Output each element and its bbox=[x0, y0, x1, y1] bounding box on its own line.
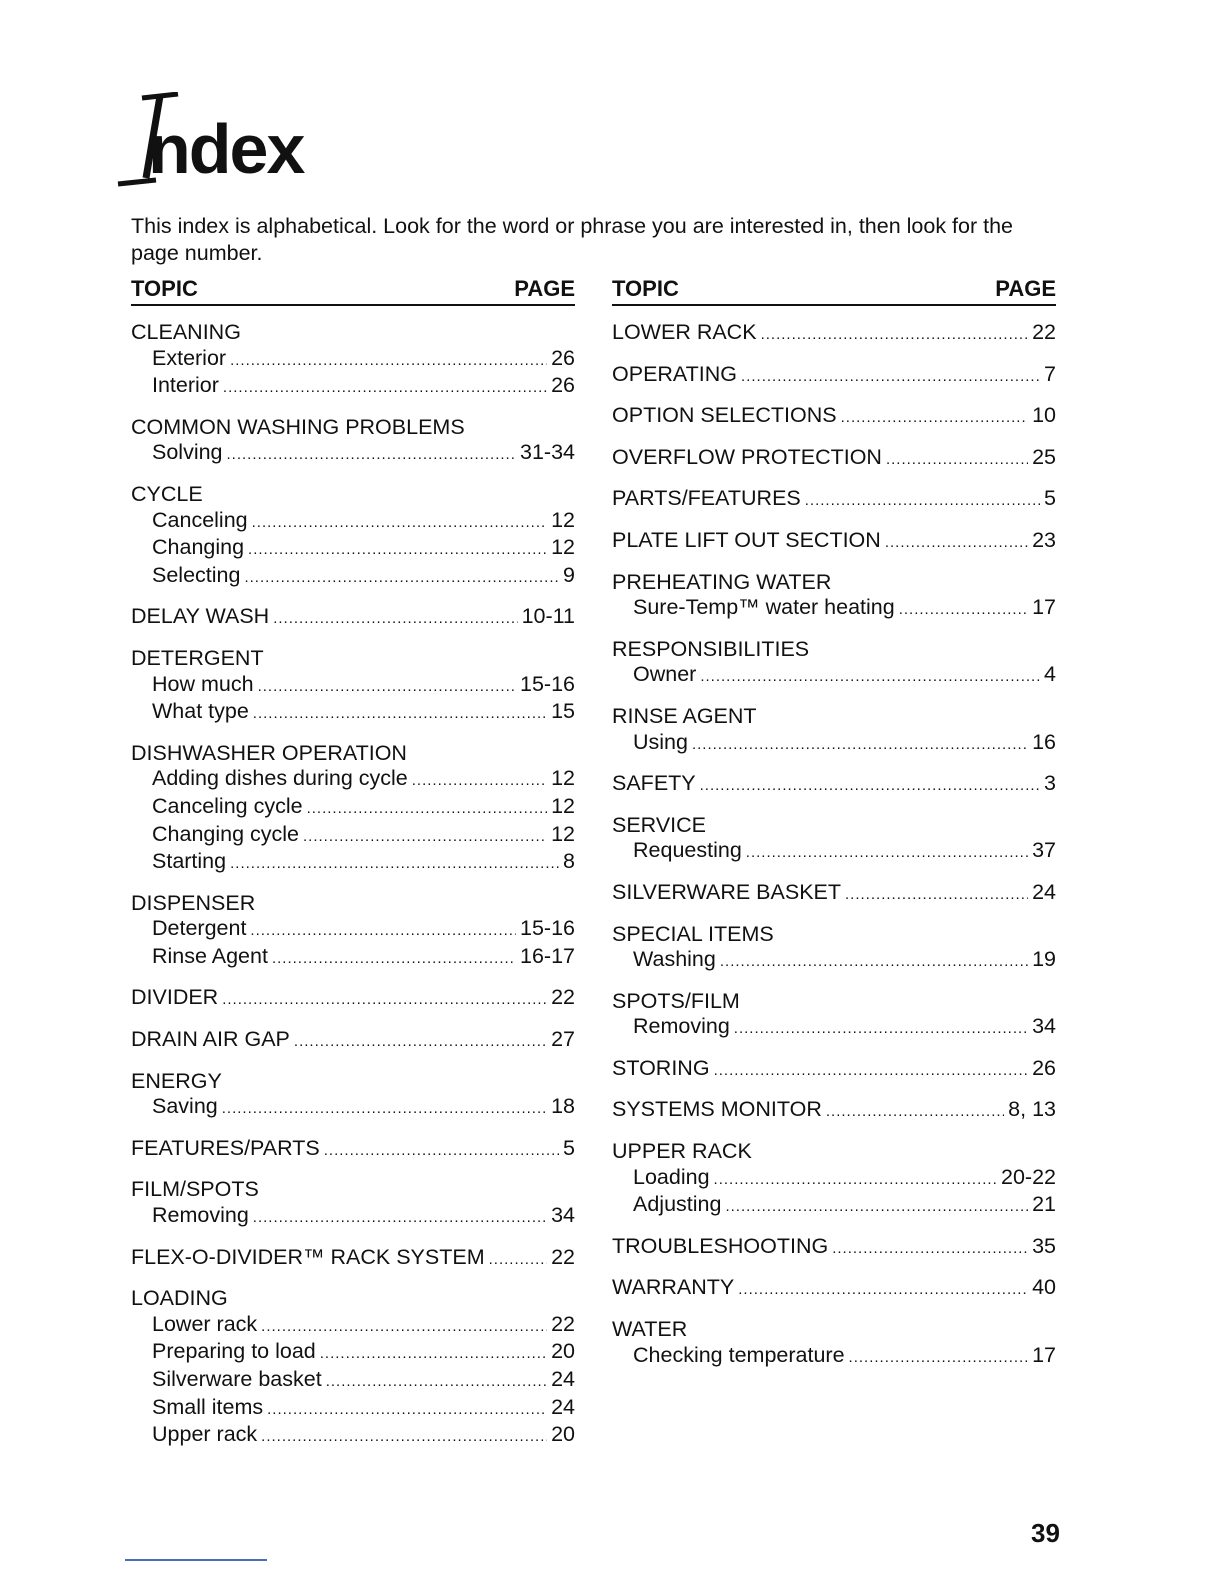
dot-leader bbox=[230, 348, 547, 374]
index-topic-row bbox=[612, 528, 1056, 556]
index-subtopic-row bbox=[131, 944, 575, 972]
dot-leader bbox=[714, 1167, 997, 1193]
dot-leader bbox=[261, 1314, 547, 1340]
subtopic-label: Small items bbox=[152, 1394, 264, 1419]
index-subtopic-row bbox=[131, 1422, 575, 1450]
subtopic-label: Preparing to load bbox=[152, 1339, 316, 1364]
page-ref: 4 bbox=[1044, 662, 1056, 687]
subtopic-label: Silverware basket bbox=[152, 1367, 322, 1391]
index-topic-row bbox=[612, 1097, 1056, 1125]
index-subtopic-row bbox=[612, 662, 1056, 690]
topic-label: STORING bbox=[612, 1055, 710, 1080]
dot-leader bbox=[746, 840, 1028, 866]
topic-label: CYCLE bbox=[131, 481, 203, 506]
index-subtopic-row bbox=[131, 1339, 575, 1367]
index-subtopic-row bbox=[131, 373, 575, 401]
dot-leader bbox=[252, 510, 547, 536]
dot-leader bbox=[248, 537, 547, 563]
index-entry bbox=[612, 989, 1056, 1042]
page-ref: 3 bbox=[1044, 771, 1056, 796]
index-subtopic-row bbox=[612, 838, 1056, 866]
index-topic-row bbox=[612, 1234, 1056, 1262]
page-ref: 18 bbox=[551, 1094, 575, 1119]
index-topic-row bbox=[612, 771, 1056, 799]
index-subtopic-row bbox=[131, 1367, 575, 1395]
index-subtopic-row bbox=[131, 699, 575, 727]
page-title-text: ndex bbox=[148, 110, 304, 188]
dot-leader bbox=[326, 1369, 547, 1395]
page-ref: 15-16 bbox=[520, 916, 575, 941]
index-topic-row bbox=[612, 637, 1056, 663]
index-topic-row bbox=[612, 445, 1056, 473]
index-entry bbox=[131, 985, 575, 1013]
index-subtopic-row bbox=[612, 1192, 1056, 1220]
topic-label: SILVERWARE BASKET bbox=[612, 879, 842, 904]
page-ref: 5 bbox=[1044, 486, 1056, 511]
page-ref: 34 bbox=[1032, 1014, 1056, 1039]
index-subtopic-row bbox=[612, 595, 1056, 623]
topic-label: SERVICE bbox=[612, 812, 706, 837]
page-header: PAGE bbox=[514, 276, 575, 301]
index-entry bbox=[131, 482, 575, 590]
dot-leader bbox=[899, 597, 1028, 623]
index-topic-row bbox=[612, 1317, 1056, 1343]
page-ref: 24 bbox=[1032, 879, 1056, 904]
dot-leader bbox=[700, 773, 1040, 799]
dot-leader bbox=[845, 882, 1028, 908]
topic-label: OPERATING bbox=[612, 361, 738, 386]
page-ref: 5 bbox=[563, 1135, 575, 1160]
index-topic-row bbox=[131, 415, 575, 441]
dot-leader bbox=[253, 1205, 547, 1231]
index-entry bbox=[612, 1234, 1056, 1262]
page-ref: 37 bbox=[1032, 838, 1056, 863]
index-topic-row bbox=[612, 1275, 1056, 1303]
topic-label: CLEANING bbox=[131, 320, 241, 344]
dot-leader bbox=[267, 1397, 547, 1423]
page-ref: 35 bbox=[1032, 1233, 1056, 1258]
page-ref: 12 bbox=[551, 507, 575, 532]
topic-label: TROUBLESHOOTING bbox=[612, 1233, 829, 1258]
topic-label: SYSTEMS MONITOR bbox=[612, 1097, 822, 1122]
dot-leader bbox=[222, 987, 547, 1013]
index-entry bbox=[612, 880, 1056, 908]
index-topic-row bbox=[131, 985, 575, 1013]
index-entry bbox=[131, 891, 575, 972]
index-topic-row bbox=[131, 1245, 575, 1273]
subtopic-label: Sure-Temp™ water heating bbox=[633, 595, 895, 620]
index-entry bbox=[131, 1286, 575, 1450]
index-entry bbox=[131, 320, 575, 401]
page-ref: 22 bbox=[551, 1311, 575, 1336]
dot-leader bbox=[294, 1029, 547, 1055]
dot-leader bbox=[885, 530, 1028, 556]
page-ref: 8 bbox=[563, 849, 575, 874]
dot-leader bbox=[412, 768, 547, 794]
subtopic-label: Removing bbox=[633, 1014, 730, 1039]
topic-label: RINSE AGENT bbox=[612, 703, 757, 728]
subtopic-label: Upper rack bbox=[152, 1422, 258, 1447]
page-ref: 10 bbox=[1032, 403, 1056, 428]
dot-leader bbox=[700, 664, 1040, 690]
topic-label: SPECIAL ITEMS bbox=[612, 921, 774, 946]
dot-leader bbox=[841, 405, 1028, 431]
page-ref: 24 bbox=[551, 1394, 575, 1419]
index-entry bbox=[131, 1245, 575, 1273]
dot-leader bbox=[761, 322, 1029, 348]
page-ref: 22 bbox=[1032, 320, 1056, 344]
topic-label: DIVIDER bbox=[131, 985, 219, 1010]
page-ref: 27 bbox=[551, 1027, 575, 1052]
index-entries-left bbox=[131, 320, 575, 1450]
subtopic-label: Rinse Agent bbox=[152, 943, 268, 968]
index-topic-row bbox=[612, 570, 1056, 596]
topic-label: LOWER RACK bbox=[612, 320, 757, 344]
dot-leader bbox=[805, 488, 1040, 514]
index-entry bbox=[612, 486, 1056, 514]
page-ref: 12 bbox=[551, 793, 575, 818]
subtopic-label: Canceling bbox=[152, 507, 248, 532]
subtopic-label: Selecting bbox=[152, 562, 241, 587]
subtopic-label: Adding dishes during cycle bbox=[152, 766, 408, 791]
page-ref: 17 bbox=[1032, 1342, 1056, 1367]
subtopic-label: What type bbox=[152, 699, 249, 724]
dot-leader bbox=[324, 1138, 559, 1164]
index-topic-row bbox=[612, 1056, 1056, 1084]
index-column-left bbox=[131, 276, 575, 1450]
index-topic-row bbox=[612, 320, 1056, 348]
index-entry bbox=[612, 771, 1056, 799]
index-subtopic-row bbox=[612, 1165, 1056, 1193]
topic-label: DETERGENT bbox=[131, 645, 264, 670]
subtopic-label: Owner bbox=[633, 662, 697, 687]
page-ref: 20-22 bbox=[1001, 1164, 1056, 1189]
index-topic-row bbox=[131, 741, 575, 767]
dot-leader bbox=[253, 701, 547, 727]
topic-label: UPPER RACK bbox=[612, 1139, 752, 1164]
index-topic-row bbox=[612, 486, 1056, 514]
dot-leader bbox=[272, 946, 516, 972]
index-column-right bbox=[612, 276, 1056, 1370]
dot-leader bbox=[227, 442, 516, 468]
index-entry bbox=[612, 1275, 1056, 1303]
column-header bbox=[612, 276, 1056, 306]
subtopic-label: Loading bbox=[633, 1164, 710, 1189]
dot-leader bbox=[230, 851, 559, 877]
index-subtopic-row bbox=[131, 916, 575, 944]
index-entry bbox=[131, 741, 575, 877]
dot-leader bbox=[244, 565, 559, 591]
dot-leader bbox=[489, 1247, 547, 1273]
dot-leader bbox=[738, 1277, 1028, 1303]
topic-label: DISHWASHER OPERATION bbox=[131, 740, 407, 765]
topic-label: FLEX-O-DIVIDER™ RACK SYSTEM bbox=[131, 1244, 485, 1269]
topic-label: SAFETY bbox=[612, 771, 696, 796]
dot-leader bbox=[303, 824, 547, 850]
page-ref: 24 bbox=[551, 1367, 575, 1391]
dot-leader bbox=[692, 732, 1028, 758]
index-entry bbox=[131, 1136, 575, 1164]
topic-label: PREHEATING WATER bbox=[612, 569, 832, 594]
dot-leader bbox=[320, 1341, 547, 1367]
index-subtopic-row bbox=[612, 1343, 1056, 1371]
index-topic-row bbox=[131, 1069, 575, 1095]
index-topic-row bbox=[612, 922, 1056, 948]
index-subtopic-row bbox=[131, 440, 575, 468]
page-ref: 21 bbox=[1032, 1192, 1056, 1217]
topic-label: FEATURES/PARTS bbox=[131, 1135, 320, 1160]
index-topic-row bbox=[612, 813, 1056, 839]
index-entry bbox=[612, 403, 1056, 431]
topic-label: FILM/SPOTS bbox=[131, 1177, 259, 1202]
index-topic-row bbox=[612, 880, 1056, 908]
page-ref: 34 bbox=[551, 1203, 575, 1228]
column-header bbox=[131, 276, 575, 306]
index-topic-row bbox=[612, 403, 1056, 431]
index-subtopic-row bbox=[131, 794, 575, 822]
page-ref: 26 bbox=[551, 345, 575, 370]
dot-leader bbox=[273, 606, 517, 632]
index-subtopic-row bbox=[131, 1312, 575, 1340]
index-entry bbox=[612, 1317, 1056, 1370]
index-entry bbox=[131, 1177, 575, 1230]
page-ref: 15-16 bbox=[520, 671, 575, 696]
dot-leader bbox=[826, 1099, 1004, 1125]
index-topic-row bbox=[131, 604, 575, 632]
index-topic-row bbox=[131, 646, 575, 672]
subtopic-label: Changing cycle bbox=[152, 821, 300, 846]
page-ref: 12 bbox=[551, 766, 575, 791]
dot-leader bbox=[734, 1016, 1028, 1042]
index-subtopic-row bbox=[131, 849, 575, 877]
page-ref: 12 bbox=[551, 535, 575, 560]
dot-leader bbox=[307, 796, 548, 822]
topic-label: PARTS/FEATURES bbox=[612, 486, 801, 511]
dot-leader bbox=[886, 447, 1028, 473]
index-entry bbox=[612, 362, 1056, 390]
page-ref: 19 bbox=[1032, 947, 1056, 972]
subtopic-label: Saving bbox=[152, 1094, 218, 1119]
dot-leader bbox=[725, 1194, 1028, 1220]
topic-label: ENERGY bbox=[131, 1068, 222, 1093]
topic-label: SPOTS/FILM bbox=[612, 988, 740, 1013]
subtopic-label: Starting bbox=[152, 849, 227, 874]
subtopic-label: Exterior bbox=[152, 345, 227, 370]
page-ref: 40 bbox=[1032, 1275, 1056, 1300]
page-title bbox=[112, 92, 372, 192]
index-subtopic-row bbox=[131, 672, 575, 700]
dot-leader bbox=[714, 1058, 1029, 1084]
topic-label: OVERFLOW PROTECTION bbox=[612, 444, 882, 469]
dot-leader bbox=[832, 1236, 1028, 1262]
subtopic-label: Requesting bbox=[633, 838, 742, 863]
index-entry bbox=[612, 445, 1056, 473]
page-ref: 16 bbox=[1032, 729, 1056, 754]
index-entry bbox=[612, 704, 1056, 757]
subtopic-label: Detergent bbox=[152, 916, 247, 941]
index-topic-row bbox=[131, 320, 575, 346]
page-ref: 16-17 bbox=[520, 943, 575, 968]
index-topic-row bbox=[612, 704, 1056, 730]
index-subtopic-row bbox=[131, 346, 575, 374]
index-entry bbox=[131, 1069, 575, 1122]
page-ref: 22 bbox=[551, 1244, 575, 1269]
page-ref: 7 bbox=[1044, 361, 1056, 386]
subtopic-label: Interior bbox=[152, 373, 219, 398]
dot-leader bbox=[741, 364, 1040, 390]
index-topic-row bbox=[612, 362, 1056, 390]
footer-rule bbox=[125, 1559, 267, 1561]
subtopic-label: Using bbox=[633, 729, 688, 754]
index-entry bbox=[131, 1027, 575, 1055]
index-entry bbox=[612, 1097, 1056, 1125]
page-ref: 22 bbox=[551, 985, 575, 1010]
intro-paragraph: This index is alphabetical. Look for the word or phrase you are interested in, then look for the page number. bbox=[131, 214, 1014, 265]
dot-leader bbox=[261, 1424, 547, 1450]
index-topic-row bbox=[131, 1177, 575, 1203]
index-topic-row bbox=[131, 1027, 575, 1055]
subtopic-label: Changing bbox=[152, 535, 245, 560]
topic-label: OPTION SELECTIONS bbox=[612, 403, 837, 428]
index-topic-row bbox=[612, 989, 1056, 1015]
page-ref: 20 bbox=[551, 1422, 575, 1447]
index-topic-row bbox=[131, 482, 575, 508]
topic-label: LOADING bbox=[131, 1286, 228, 1311]
dot-leader bbox=[720, 949, 1028, 975]
subtopic-label: Canceling cycle bbox=[152, 793, 303, 818]
index-entry bbox=[612, 528, 1056, 556]
index-topic-row bbox=[131, 1136, 575, 1164]
page-ref: 17 bbox=[1032, 595, 1056, 620]
index-subtopic-row bbox=[131, 1094, 575, 1122]
index-subtopic-row bbox=[131, 535, 575, 563]
subtopic-label: Washing bbox=[633, 947, 716, 972]
topic-label: DELAY WASH bbox=[131, 604, 270, 629]
index-topic-row bbox=[131, 1286, 575, 1312]
page-number: 39 bbox=[1031, 1518, 1060, 1548]
page-ref: 25 bbox=[1032, 444, 1056, 469]
page-ref: 26 bbox=[551, 373, 575, 398]
index-entry bbox=[612, 570, 1056, 623]
index-entry bbox=[612, 320, 1056, 348]
page-ref: 23 bbox=[1032, 527, 1056, 552]
page-ref: 31-34 bbox=[520, 440, 575, 465]
index-entry bbox=[131, 646, 575, 727]
index-subtopic-row bbox=[131, 766, 575, 794]
subtopic-label: Adjusting bbox=[633, 1192, 722, 1217]
index-subtopic-row bbox=[131, 1395, 575, 1423]
subtopic-label: Checking temperature bbox=[633, 1342, 845, 1367]
index-entry bbox=[612, 1056, 1056, 1084]
dot-leader bbox=[222, 1096, 547, 1122]
page-ref: 12 bbox=[551, 821, 575, 846]
page-ref: 9 bbox=[563, 562, 575, 587]
index-subtopic-row bbox=[612, 1014, 1056, 1042]
index-subtopic-row bbox=[612, 730, 1056, 758]
page-ref: 20 bbox=[551, 1339, 575, 1364]
index-subtopic-row bbox=[131, 822, 575, 850]
topic-label: WATER bbox=[612, 1317, 688, 1342]
index-entry bbox=[131, 604, 575, 632]
index-topic-row bbox=[131, 891, 575, 917]
index-subtopic-row bbox=[612, 947, 1056, 975]
topic-label: PLATE LIFT OUT SECTION bbox=[612, 527, 881, 552]
index-subtopic-row bbox=[131, 1203, 575, 1231]
index-subtopic-row bbox=[131, 508, 575, 536]
dot-leader bbox=[258, 674, 516, 700]
topic-label: RESPONSIBILITIES bbox=[612, 636, 810, 661]
page-ref: 10-11 bbox=[521, 604, 575, 629]
subtopic-label: Solving bbox=[152, 440, 223, 465]
index-entries-right bbox=[612, 320, 1056, 1370]
page-ref: 8, 13 bbox=[1008, 1097, 1056, 1122]
dot-leader bbox=[223, 375, 547, 401]
page-header: PAGE bbox=[995, 276, 1056, 301]
topic-label: COMMON WASHING PROBLEMS bbox=[131, 414, 465, 439]
page-ref: 26 bbox=[1032, 1055, 1056, 1080]
index-entry bbox=[612, 813, 1056, 866]
topic-label: DRAIN AIR GAP bbox=[131, 1027, 290, 1052]
index-entry bbox=[131, 415, 575, 468]
page-ref: 15 bbox=[551, 699, 575, 724]
dot-leader bbox=[849, 1345, 1029, 1371]
topic-header: TOPIC bbox=[612, 276, 679, 301]
topic-label: WARRANTY bbox=[612, 1275, 735, 1300]
topic-label: DISPENSER bbox=[131, 890, 256, 915]
topic-header: TOPIC bbox=[131, 276, 198, 301]
index-entry bbox=[612, 922, 1056, 975]
subtopic-label: How much bbox=[152, 671, 254, 696]
subtopic-label: Lower rack bbox=[152, 1311, 258, 1336]
index-topic-row bbox=[612, 1139, 1056, 1165]
index-subtopic-row bbox=[131, 563, 575, 591]
subtopic-label: Removing bbox=[152, 1203, 249, 1228]
dot-leader bbox=[250, 918, 516, 944]
index-entry bbox=[612, 1139, 1056, 1220]
index-entry bbox=[612, 637, 1056, 690]
